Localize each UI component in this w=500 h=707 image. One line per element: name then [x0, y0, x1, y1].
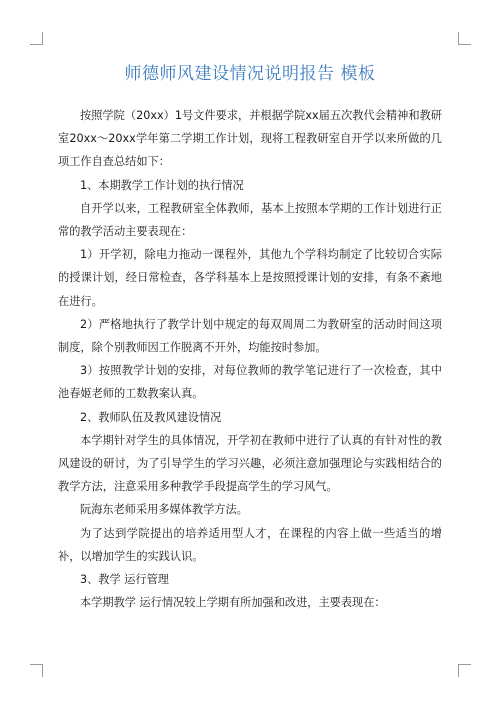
document-body	[58, 104, 442, 614]
section-heading-3: 3、教学 运行管理	[80, 573, 169, 587]
paragraph: 自开学以来，工程教研室全体教师，基本上按照本学期的工作计划进行正常的教学活动主要表现在：	[58, 201, 442, 239]
paragraph: 2）严格地执行了教学计划中规定的每双周周二为教研室的活动时间这项制度，除个别教师因工作脱离不开外，均能按时参加。	[58, 317, 442, 355]
paragraph: 阮海东老师采用多媒体教学方法。	[80, 503, 248, 517]
paragraph: 3）按照教学计划的安排，对每位教师的教学笔记进行了一次检查，其中池春姬老师的工数教案认真。	[58, 364, 442, 401]
section-heading-2: 2、教师队伍及教风建设情况	[80, 410, 222, 424]
crop-mark-bottom-left	[30, 664, 43, 677]
section-heading-1: 1、本期教学工作计划的执行情况	[80, 178, 244, 192]
crop-mark-bottom-right	[458, 664, 471, 677]
crop-mark-top-right	[458, 32, 471, 45]
paragraph: 为了达到学院提出的培养适用型人才，在课程的内容上做一些适当的增补，以增加学生的实践认识。	[58, 526, 442, 563]
paragraph: 本学期教学 运行情况较上学期有所加强和改进，主要表现在：	[80, 596, 386, 610]
document-title: 师德师风建设情况说明报告 模板	[124, 64, 376, 84]
paragraph: 本学期针对学生的具体情况，开学初在教师中进行了认真的有针对性的教风建设的研讨，为了引导学生的学习兴趣，必须注意加强理论与实践相结合的教学方法，注意采用多种教学手段提高学生的学习风气。	[58, 433, 442, 494]
paragraph: 1）开学初，除电力拖动一课程外，其他九个学科均制定了比较切合实际的授课计划，经日常检查，各学科基本上是按照授课计划的安排，有条不紊地在进行。	[58, 248, 442, 308]
paragraph-intro: 按照学院（20xx）1号文件要求，并根据学院xx届五次教代会精神和教研室20xx～20xx学年第二学期工作计划，现将工程教研室自开学以来所做的几项工作自查总结如下：	[58, 109, 442, 169]
crop-mark-top-left	[30, 32, 43, 45]
